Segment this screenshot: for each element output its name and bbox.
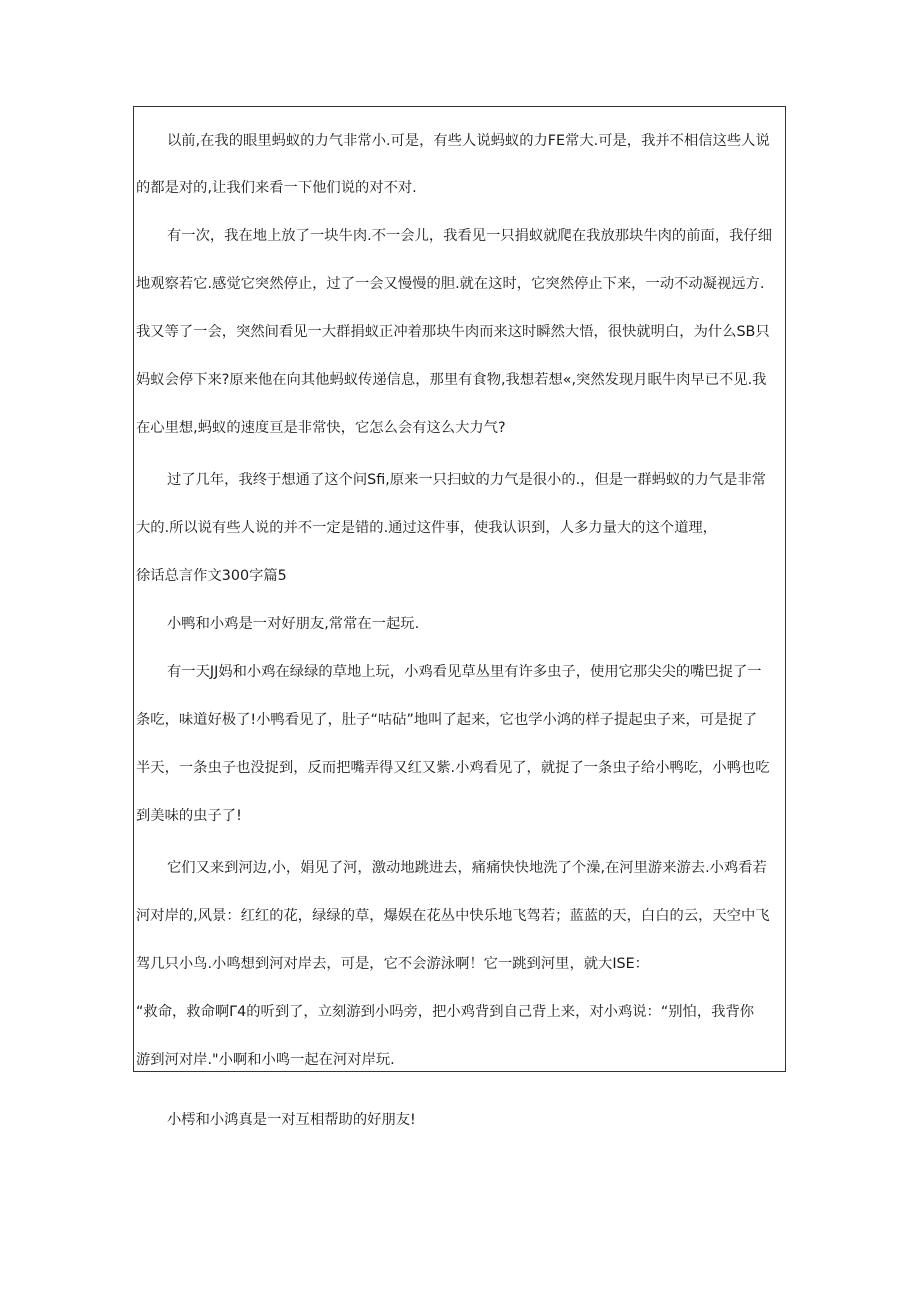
paragraph-line: 条吃，味道好极了!小鸭看见了，肚子“咕砧”地叫了起来，它也学小鸿的样子提起虫子来，可是捉了 [136, 712, 758, 728]
paragraph-line: 小樗和小鸿真是一对互相帮助的好朋友! [167, 1112, 416, 1128]
paragraph-line: 的都是对的,让我们来看一下他们说的对不对. [136, 180, 417, 196]
paragraph-line: 以前,在我的眼里蚂蚁的力气非常小.可是，有些人说蚂蚁的力FE常大.可是，我并不相信这些人说 [167, 133, 770, 149]
paragraph-line: 河对岸的,风景：红红的花，绿绿的草，爆娱在花丛中快乐地飞驾若；蓝蓝的天，白白的云，天空中飞 [136, 908, 770, 924]
paragraph-line: 我又等了一会，突然间看见一大群捐蚁正冲着那块牛肉而来这时瞬然大悟，很快就明白，为什么SB只 [136, 324, 770, 340]
paragraph-line: 妈蚁会停下来?原来他在向其他蚂蚁传递信息，那里有食物,我想若想«,突然发现月眠牛肉早已不见.我 [136, 372, 767, 388]
text-frame [133, 106, 786, 1072]
paragraph-line: 过了几年，我终于想通了这个问Sfi,原来一只扫蚊的力气是很小的.，但是一群蚂蚁的力气是非常 [167, 472, 767, 488]
paragraph-line: 驾几只小鸟.小鸣想到河对岸去，可是，它不会游泳啊！它一跳到河里，就大ISE： [136, 956, 649, 972]
paragraph-line: 有一次，我在地上放了一块牛肉.不一会儿，我看见一只捐蚁就爬在我放那块牛肉的前面，我仔细 [167, 228, 773, 244]
paragraph-line: 它们又来到河边,小，娟见了河，激动地跳进去，痛痛快快地洗了个澡,在河里游来游去.小鸡看若 [167, 860, 767, 876]
paragraph-line: 在心里想,蚂蚁的速度亘是非常快，它怎么会有这么大力气? [136, 420, 506, 436]
paragraph-line: 小鸭和小鸡是一对好朋友,常常在一起玩. [167, 616, 420, 632]
paragraph-line: “救命，救命啊Γ4的听到了，立刻游到小吗旁，把小鸡背到自己背上来，对小鸡说：“别怕，我背你 [136, 1004, 755, 1020]
section-heading: 徐话总言作文300字篇5 [136, 568, 287, 584]
paragraph-line: 大的.所以说有些人说的并不一定是错的.通过这件事，使我认识到，人多力量大的这个道理， [136, 520, 717, 536]
paragraph-line: 有一天JJ妈和小鸡在绿绿的草地上玩，小鸡看见草丛里有许多虫子，使用它那尖尖的嘴巴捉了一 [167, 664, 762, 680]
paragraph-line: 到美味的虫子了! [136, 808, 242, 824]
paragraph-line: 游到河对岸."小啊和小鸣一起在河对岸玩. [136, 1052, 395, 1068]
paragraph-line: 半天，一条虫子也没捉到，反而把嘴弄得又红又紫.小鸡看见了，就捉了一条虫子给小鸭吃，小鸭也吃 [136, 760, 770, 776]
paragraph-line: 地观察若它.感觉它突然停止，过了一会又慢慢的胆.就在这时，它突然停止下来，一动不动凝视远方. [136, 276, 765, 292]
